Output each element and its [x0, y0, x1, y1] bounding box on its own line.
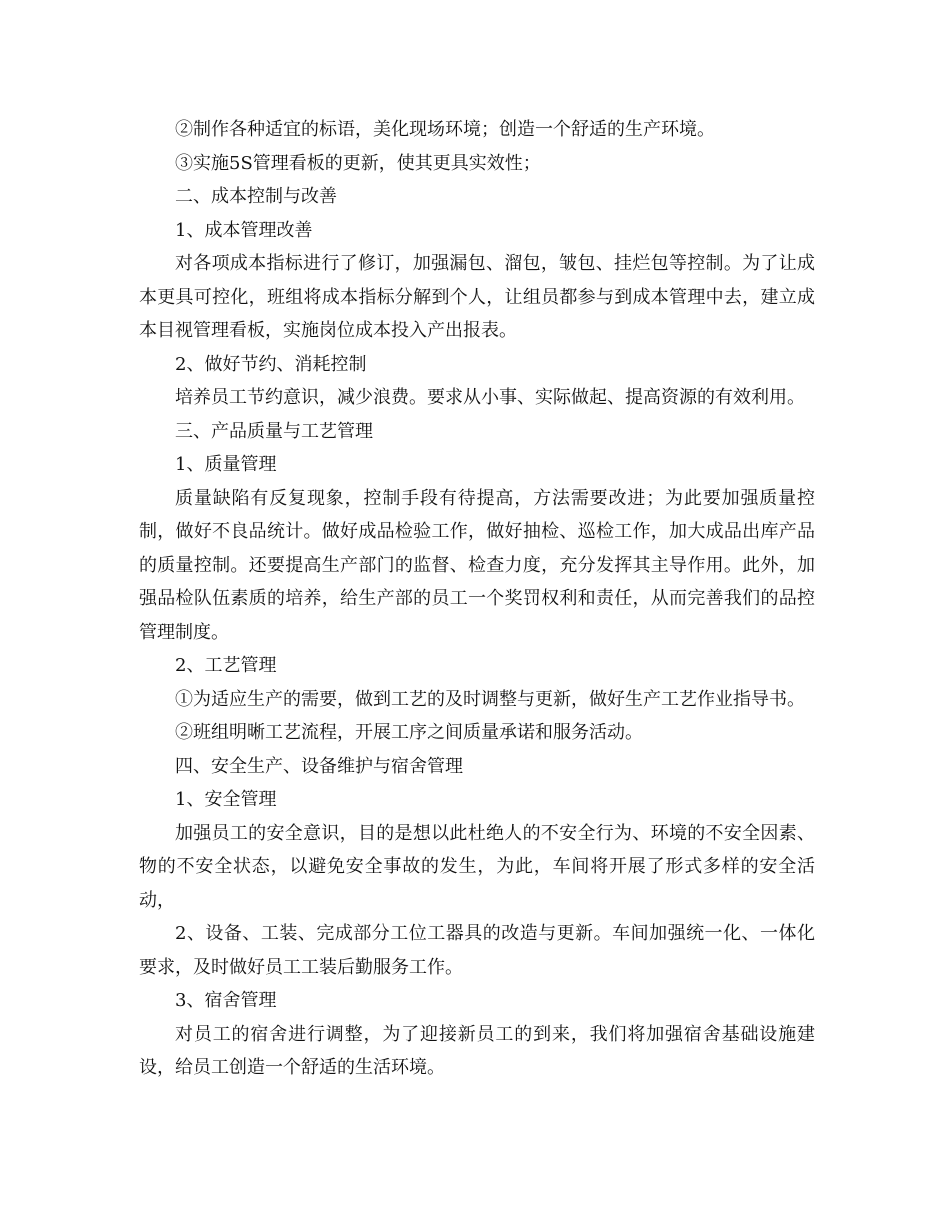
paragraph-dormitory: 对员工的宿舍进行调整，为了迎接新员工的到来，我们将加强宿舍基础设施建设，给员工创造一个舒适的生活环境。: [139, 1023, 815, 1078]
subheading-safety-management: 1、安全管理: [175, 789, 277, 810]
subheading-saving: 2、做好节约、消耗控制: [175, 353, 367, 375]
paragraph-saving: 培养员工节约意识，减少浪费。要求从小事、实际做起、提高资源的有效利用。: [175, 387, 805, 408]
document-body: [139, 113, 815, 1085]
section-heading-quality: 三、产品质量与工艺管理: [175, 420, 373, 442]
paragraph-process-adjust: ①为适应生产的需要，做到工艺的及时调整与更新，做好生产工艺作业指导书。: [175, 688, 805, 710]
subheading-cost-improvement: 1、成本管理改善: [175, 219, 313, 241]
paragraph-cost-indicators: 对各项成本指标进行了修订，加强漏包、溜包，皱包、挂烂包等控制。为了让成本更具可控化，班组将成本指标分解到个人，让组员都参与到成本管理中去，建立成本目视管理看板，实施岗位成本投入产出报表。: [139, 253, 815, 341]
subheading-quality-management: 1、质量管理: [175, 454, 277, 475]
subheading-process-management: 2、工艺管理: [175, 655, 277, 676]
paragraph-slogans: ②制作各种适宜的标语，美化现场环境；创造一个舒适的生产环境。: [175, 119, 715, 140]
paragraph-5s-board: ③实施5S管理看板的更新，使其更具实效性；: [175, 152, 541, 174]
paragraph-process-flow: ②班组明晰工艺流程，开展工序之间质量承诺和服务活动。: [175, 722, 643, 743]
paragraph-safety: 加强员工的安全意识，目的是想以此杜绝人的不安全行为、环境的不安全因素、物的不安全状态，以避免安全事故的发生，为此，车间将开展了形式多样的安全活动，: [139, 822, 815, 911]
subheading-dormitory: 3、宿舍管理: [175, 990, 277, 1011]
section-heading-cost: 二、成本控制与改善: [175, 186, 337, 207]
paragraph-quality: 质量缺陷有反复现象，控制手段有待提高，方法需要改进；为此要加强质量控制，做好不良品统计。做好成品检验工作，做好抽检、巡检工作，加大成品出库产品的质量控制。还要提高生产部门的监督、检查力度，充分发挥其主导作用。此外，加强品检队伍素质的培养，给生产部的员工一个奖罚权利和责任，从而完善我们的品控管理制度。: [139, 487, 815, 643]
paragraph-equipment: 2、设备、工装、完成部分工位工器具的改造与更新。车间加强统一化、一体化要求，及时做好员工工装后勤服务工作。: [139, 923, 815, 978]
section-heading-safety: 四、安全生产、设备维护与宿舍管理: [175, 755, 463, 777]
